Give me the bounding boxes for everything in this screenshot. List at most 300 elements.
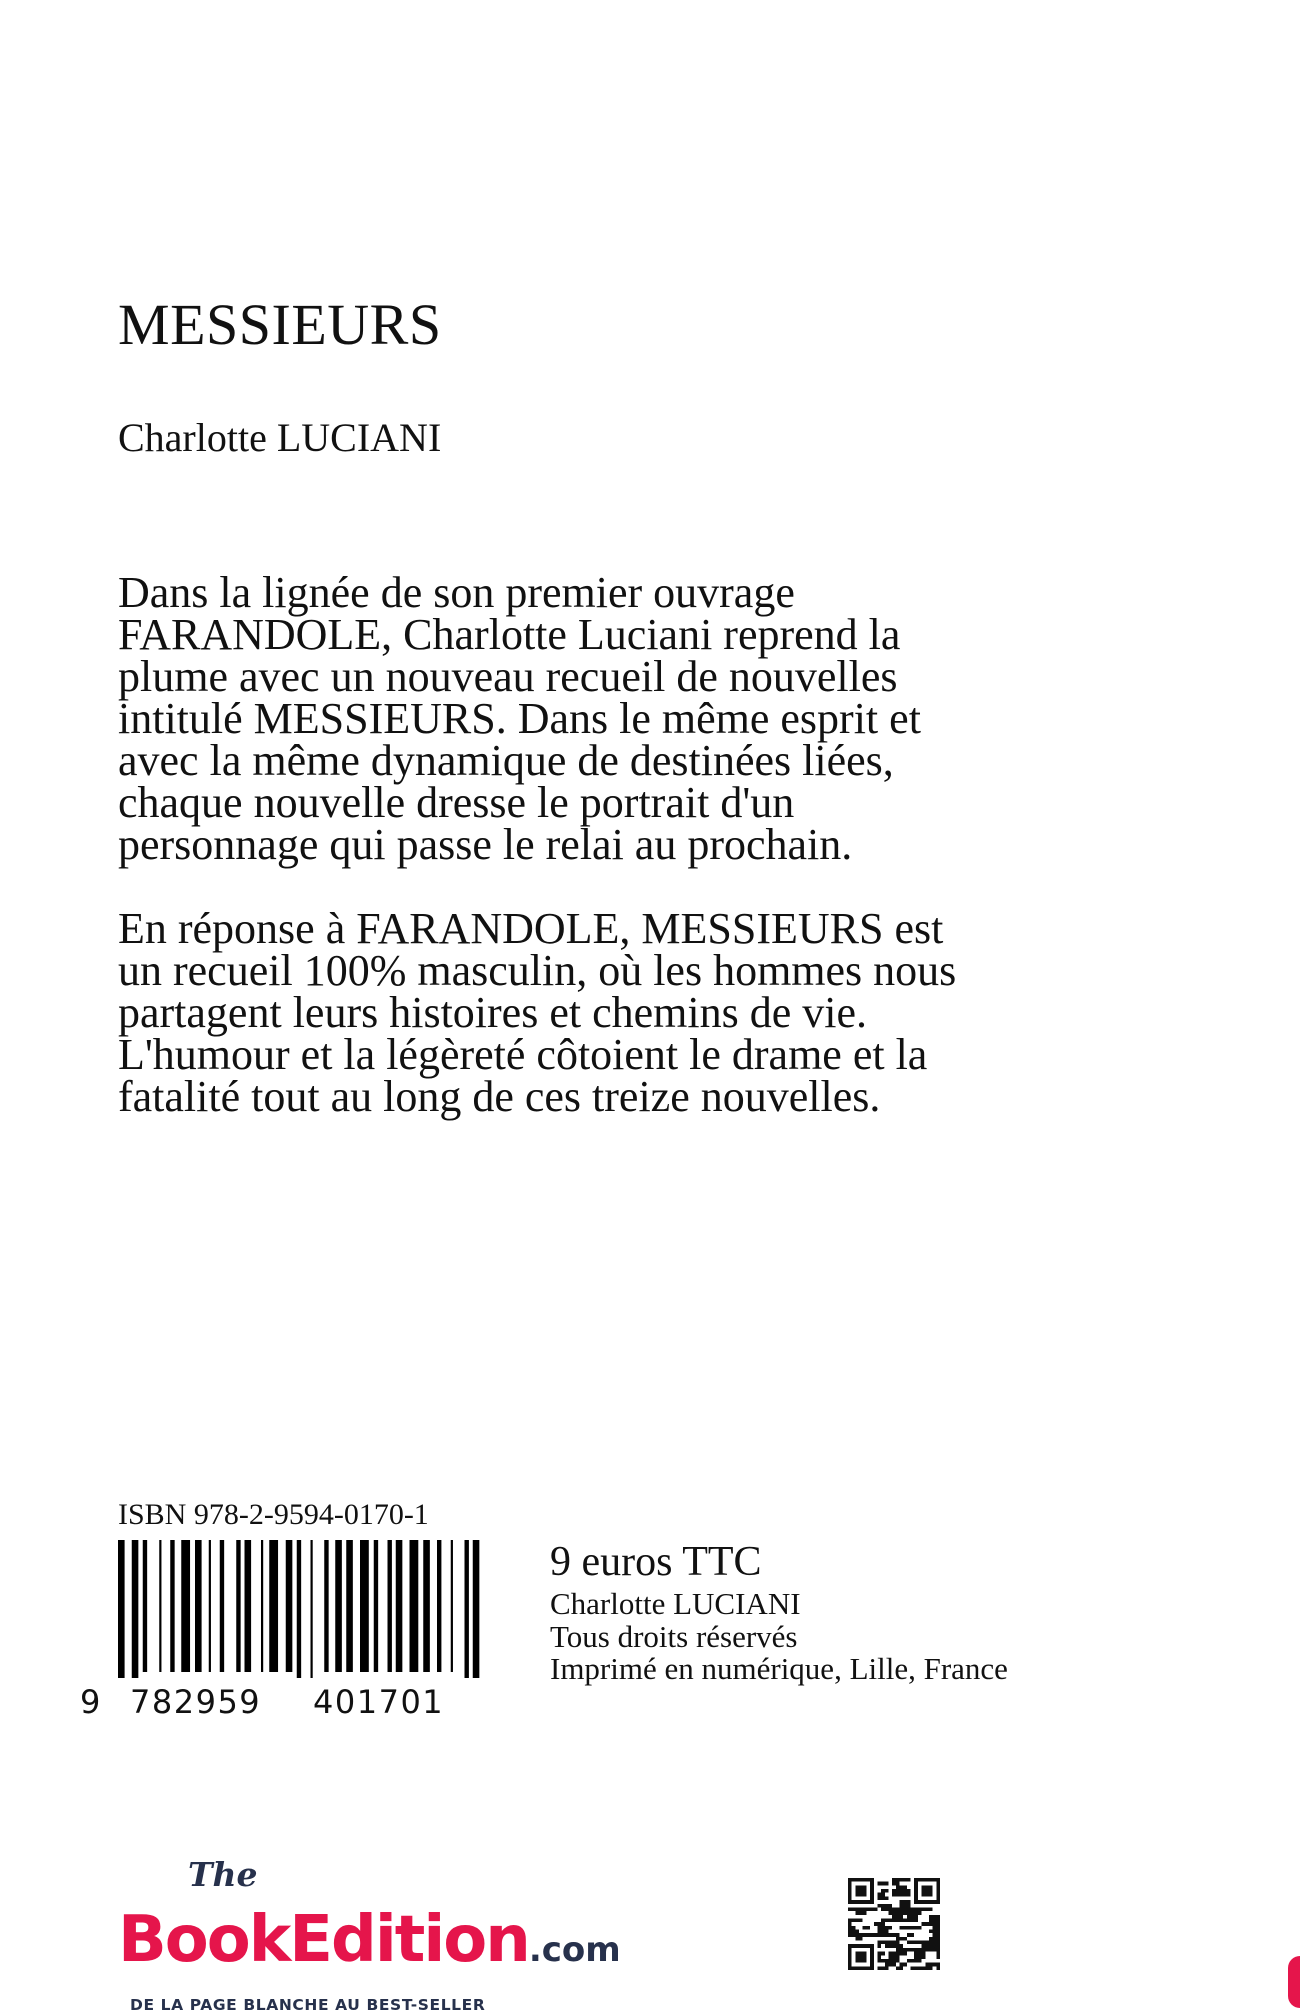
qr-module [896,1948,900,1952]
qr-module [903,1926,907,1930]
qr-module [881,1907,885,1911]
qr-module [870,1952,874,1956]
qr-module [877,1941,881,1945]
qr-module [888,1959,892,1963]
qr-module [885,1941,889,1945]
qr-module [874,1922,878,1926]
qr-module [907,1948,911,1952]
barcode-bar [181,1540,190,1672]
qr-module [929,1930,933,1934]
qr-module [936,1937,940,1941]
qr-module [896,1882,900,1886]
qr-module [852,1930,856,1934]
qr-module [885,1966,889,1970]
qr-module [892,1893,896,1897]
qr-module [933,1922,937,1926]
qr-module [852,1933,856,1937]
qr-module [888,1907,892,1911]
qr-module [870,1896,874,1900]
qr-module [922,1889,926,1893]
qr-module [881,1959,885,1963]
qr-module [936,1878,940,1882]
qr-module [877,1944,881,1948]
qr-module [848,1900,852,1904]
qr-module [888,1955,892,1959]
qr-module [918,1926,922,1930]
qr-module [918,1959,922,1963]
qr-module [866,1966,870,1970]
qr-module [892,1963,896,1967]
qr-module [900,1963,904,1967]
qr-module [911,1941,915,1945]
qr-module [852,1878,856,1882]
qr-module [936,1955,940,1959]
qr-module [877,1882,881,1886]
qr-module [855,1885,859,1889]
qr-module [911,1948,915,1952]
qr-module [870,1907,874,1911]
qr-module [885,1926,889,1930]
qr-module [925,1948,929,1952]
qr-module [892,1878,896,1882]
barcode-bar [396,1540,403,1672]
qr-module [929,1922,933,1926]
qr-module [859,1889,863,1893]
qr-module [848,1878,852,1882]
qr-module [881,1889,885,1893]
qr-module [933,1933,937,1937]
qr-module [863,1911,867,1915]
qr-module [863,1878,867,1882]
qr-module [881,1941,885,1945]
qr-module [870,1966,874,1970]
qr-module [892,1915,896,1919]
qr-module [848,1922,852,1926]
back-cover-description [118,568,978,1160]
qr-module [881,1904,885,1908]
qr-module [863,1966,867,1970]
qr-module [848,1948,852,1952]
qr-module [936,1882,940,1886]
qr-module [922,1966,926,1970]
qr-module [852,1926,856,1930]
qr-module [852,1918,856,1922]
barcode-bar [159,1540,161,1672]
qr-module [863,1926,867,1930]
barcode-bar [346,1540,353,1672]
qr-module [877,1933,881,1937]
qr-module [881,1952,885,1956]
qr-module [914,1966,918,1970]
isbn-label: ISBN 978-2-9594-0170-1 [118,1498,429,1531]
qr-module [907,1911,911,1915]
qr-module [877,1896,881,1900]
qr-module [914,1911,918,1915]
qr-module [918,1900,922,1904]
qr-module [892,1959,896,1963]
qr-module [848,1918,852,1922]
qr-module [914,1948,918,1952]
qr-module [848,1944,852,1948]
qr-module [888,1944,892,1948]
barcode-bar [451,1540,453,1672]
qr-module [907,1900,911,1904]
qr-module [896,1944,900,1948]
qr-module [903,1937,907,1941]
qr-module [922,1922,926,1926]
qr-module [855,1900,859,1904]
qr-module [907,1926,911,1930]
barcode-bar [236,1540,240,1672]
qr-module [870,1933,874,1937]
qr-module [855,1907,859,1911]
qr-module [881,1893,885,1897]
qr-module [859,1885,863,1889]
qr-module [892,1933,896,1937]
qr-module [866,1944,870,1948]
qr-module [892,1889,896,1893]
qr-module [877,1893,881,1897]
qr-module [936,1963,940,1967]
barcode-bar [311,1540,313,1678]
book-author: Charlotte LUCIANI [118,415,442,460]
qr-module [881,1882,885,1886]
qr-module [885,1944,889,1948]
qr-module [877,1959,881,1963]
qr-module [881,1933,885,1937]
qr-module [855,1937,859,1941]
qr-module [929,1918,933,1922]
qr-module [888,1926,892,1930]
qr-module [885,1896,889,1900]
qr-module [888,1911,892,1915]
barcode-bar [335,1540,342,1672]
qr-module [911,1966,915,1970]
qr-module [929,1907,933,1911]
qr-module [907,1904,911,1908]
qr-module [870,1955,874,1959]
qr-module [911,1907,915,1911]
qr-module [925,1966,929,1970]
qr-module [903,1911,907,1915]
qr-module [929,1889,933,1893]
qr-module [896,1907,900,1911]
qr-module [914,1893,918,1897]
qr-module [896,1915,900,1919]
qr-module [925,1893,929,1897]
qr-module [925,1907,929,1911]
qr-module [881,1918,885,1922]
barcode-bar [388,1540,392,1672]
qr-module [870,1944,874,1948]
qr-module [859,1955,863,1959]
qr-module [933,1948,937,1952]
qr-module [907,1889,911,1893]
barcode-bar [473,1540,480,1678]
qr-module [848,1955,852,1959]
barcode-left-group: 782959 [130,1683,262,1721]
qr-module [929,1966,933,1970]
qr-module [925,1885,929,1889]
qr-module [907,1915,911,1919]
qr-module [922,1955,926,1959]
qr-module [870,1959,874,1963]
qr-module [855,1933,859,1937]
qr-module [907,1933,911,1937]
qr-module [859,1937,863,1941]
qr-module [855,1944,859,1948]
qr-module [881,1922,885,1926]
qr-module [922,1878,926,1882]
qr-module [892,1944,896,1948]
qr-module [914,1882,918,1886]
qr-module [848,1907,852,1911]
qr-module [892,1941,896,1945]
qr-module [933,1944,937,1948]
barcode-bar [423,1540,430,1672]
qr-module [896,1966,900,1970]
qr-module [863,1900,867,1904]
qr-module [911,1959,915,1963]
qr-module [859,1944,863,1948]
qr-module [914,1885,918,1889]
qr-module [911,1933,915,1937]
qr-module [900,1904,904,1908]
qr-module [911,1915,915,1919]
qr-module [859,1900,863,1904]
price-info [550,1540,1008,1686]
qr-module [852,1944,856,1948]
qr-module [929,1948,933,1952]
qr-module [936,1900,940,1904]
qr-module [863,1907,867,1911]
qr-module [929,1963,933,1967]
qr-module [896,1878,900,1882]
qr-module [922,1941,926,1945]
qr-module [914,1915,918,1919]
qr-module [877,1966,881,1970]
edge-decoration [1288,1956,1300,2008]
qr-module [896,1889,900,1893]
qr-module [900,1966,904,1970]
barcode-bar [143,1540,147,1672]
qr-module [900,1907,904,1911]
qr-module [848,1933,852,1937]
qr-module [907,1941,911,1945]
qr-module [903,1918,907,1922]
qr-module [936,1889,940,1893]
qr-module [936,1948,940,1952]
qr-module [896,1918,900,1922]
qr-module [936,1885,940,1889]
qr-module [881,1966,885,1970]
qr-module [874,1907,878,1911]
qr-module [914,1889,918,1893]
print-location: Imprimé en numérique, Lille, France [550,1651,1008,1687]
qr-module [907,1959,911,1963]
qr-module [936,1930,940,1934]
qr-module [855,1889,859,1893]
qr-module [903,1885,907,1889]
barcode-first-digit: 9 [80,1683,101,1721]
qr-module [922,1948,926,1952]
qr-module [859,1878,863,1882]
qr-module [848,1882,852,1886]
qr-module [936,1952,940,1956]
qr-module [892,1952,896,1956]
qr-module [892,1907,896,1911]
qr-module [852,1907,856,1911]
qr-module [896,1933,900,1937]
barcode-bar [220,1540,224,1672]
qr-module [892,1955,896,1959]
qr-module [936,1893,940,1897]
qr-module [933,1941,937,1945]
qr-module [900,1937,904,1941]
qr-module [848,1885,852,1889]
qr-module [896,1955,900,1959]
qr-module [885,1930,889,1934]
qr-module [881,1930,885,1934]
qr-module [929,1937,933,1941]
qr-module [914,1918,918,1922]
qr-module [888,1933,892,1937]
qr-module [885,1933,889,1937]
qr-module [863,1959,867,1963]
qr-module [914,1952,918,1956]
qr-module [892,1911,896,1915]
qr-module [888,1904,892,1908]
qr-module [896,1911,900,1915]
qr-module [933,1900,937,1904]
qr-module [925,1878,929,1882]
qr-module [925,1900,929,1904]
qr-module [929,1941,933,1945]
qr-module [885,1959,889,1963]
qr-module [900,1952,904,1956]
qr-module [855,1918,859,1922]
barcode-right-group: 401701 [313,1683,445,1721]
qr-module [936,1941,940,1945]
qr-module [863,1889,867,1893]
qr-module [925,1963,929,1967]
qr-module [903,1907,907,1911]
qr-module [896,1885,900,1889]
qr-module [900,1948,904,1952]
qr-module [936,1896,940,1900]
qr-module [877,1952,881,1956]
qr-module [855,1911,859,1915]
qr-module [866,1926,870,1930]
qr-module [903,1878,907,1882]
qr-module [870,1882,874,1886]
barcode-bar [437,1540,441,1672]
qr-module [896,1959,900,1963]
qr-module [848,1926,852,1930]
qr-module [896,1893,900,1897]
qr-module [848,1896,852,1900]
qr-module [870,1889,874,1893]
qr-module [903,1900,907,1904]
qr-module [892,1918,896,1922]
qr-module [900,1889,904,1893]
logo-the-word: The [188,1855,258,1894]
qr-module [929,1900,933,1904]
barcode-bar [170,1540,174,1672]
qr-module [877,1904,881,1908]
qr-module [925,1941,929,1945]
barcode-bar [297,1540,301,1678]
logo-brand [118,1903,621,1977]
qr-module [914,1878,918,1882]
qr-module [900,1885,904,1889]
qr-module [903,1893,907,1897]
qr-module [907,1893,911,1897]
qr-module [925,1889,929,1893]
qr-module [870,1963,874,1967]
qr-module [855,1966,859,1970]
qr-module [911,1918,915,1922]
qr-module [855,1959,859,1963]
qr-module [848,1966,852,1970]
qr-module [888,1963,892,1967]
qr-module [933,1930,937,1934]
qr-module [936,1926,940,1930]
qr-module [870,1893,874,1897]
barcode-bar [269,1540,278,1672]
qr-module [900,1926,904,1930]
barcode-bar [324,1540,328,1672]
qr-module [863,1933,867,1937]
qr-module [929,1885,933,1889]
book-title: MESSIEURS [118,292,442,357]
barcode-icon [118,1540,493,1678]
qr-module [866,1900,870,1904]
qr-module [918,1948,922,1952]
qr-module [877,1926,881,1930]
qr-module [848,1963,852,1967]
qr-module [881,1926,885,1930]
copyright-holder: Charlotte LUCIANI [550,1586,801,1622]
qr-module [929,1893,933,1897]
qr-module [907,1878,911,1882]
qr-module [859,1952,863,1956]
qr-module [918,1966,922,1970]
logo-domain: .com [528,1930,621,1970]
barcode-bar [261,1540,263,1672]
qr-module [885,1889,889,1893]
qr-module [922,1952,926,1956]
qr-module [885,1963,889,1967]
qr-module [925,1922,929,1926]
publisher-logo [118,1855,718,2014]
description-paragraph: En réponse à FARANDOLE, MESSIEURS est un recueil 100% masculin, où les hommes nous partagent leurs histoires et chemins de vie. L'humour et la légèreté côtoient le drame et la fatalité tout au long de ces treize nouvelles. [118,904,957,1121]
qr-module [863,1955,867,1959]
qr-module [903,1952,907,1956]
qr-module [852,1900,856,1904]
qr-module [914,1955,918,1959]
qr-module [900,1900,904,1904]
qr-module [855,1955,859,1959]
qr-module [896,1941,900,1945]
qr-module [870,1900,874,1904]
qr-module [903,1904,907,1908]
qr-module [859,1933,863,1937]
qr-module [918,1907,922,1911]
qr-module [900,1878,904,1882]
qr-module [863,1893,867,1897]
qr-module [914,1907,918,1911]
